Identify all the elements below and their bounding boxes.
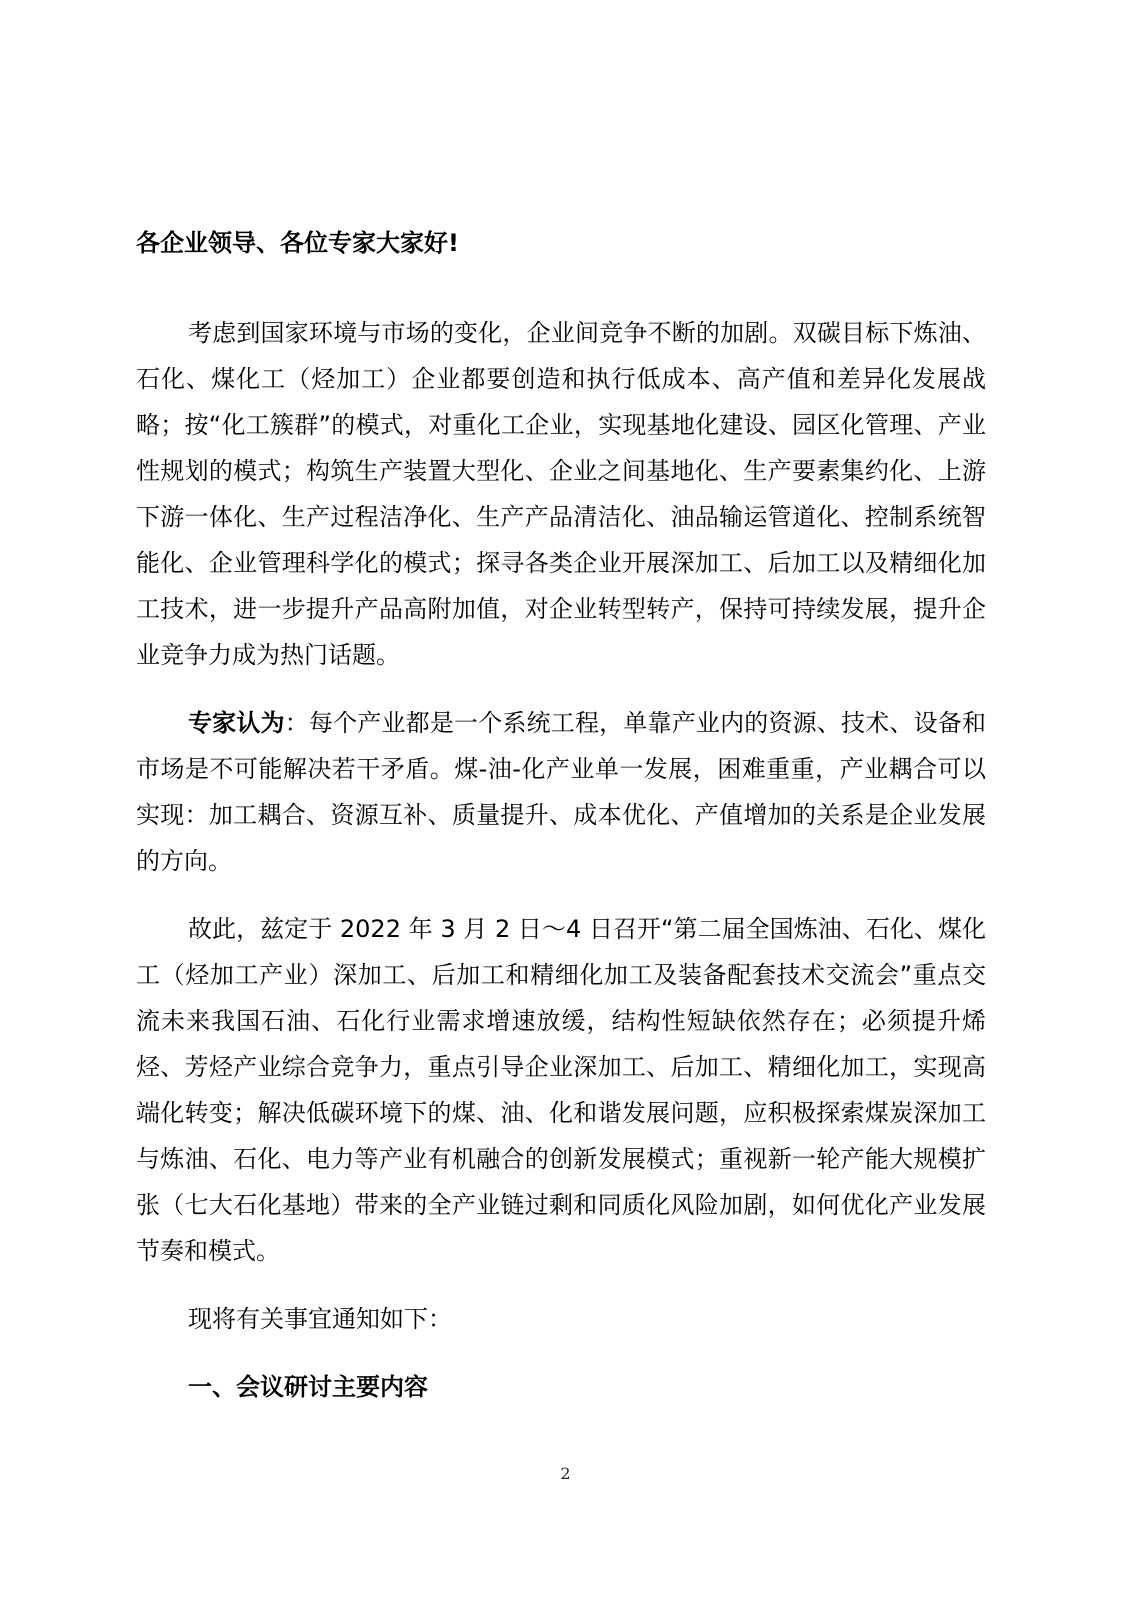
expert-opinion-body: ：每个产业都是一个系统工程，单靠产业内的资源、技术、设备和市场是不可能解决若干矛盾。煤-油-化产业单一发展，困难重重，产业耦合可以实现：加工耦合、资源互补、质量提升、成本优化、产值增加的关系是企业发展的方向。 xyxy=(136,709,986,875)
letter-body xyxy=(136,220,986,1410)
section-heading-1: 一、会议研讨主要内容 xyxy=(188,1373,428,1401)
paragraph-background: 考虑到国家环境与市场的变化，企业间竞争不断的加剧。双碳目标下炼油、石化、煤化工（烃加工）企业都要创造和执行低成本、高产值和差异化发展战略；按“化工簇群”的模式，对重化工企业，实现基地化建设、园区化管理、产业性规划的模式；构筑生产装置大型化、企业之间基地化、生产要素集约化、上游下游一体化、生产过程洁净化、生产产品清洁化、油品输运管道化、控制系统智能化、企业管理科学化的模式；探寻各类企业开展深加工、后加工以及精细化加工技术，进一步提升产品高附加值，对企业转型转产，保持可持续发展，提升企业竞争力成为热门话题。 xyxy=(136,319,986,669)
page-number: 2 xyxy=(560,1464,571,1483)
expert-opinion-lead: 专家认为 xyxy=(188,709,285,737)
paragraph-expert-opinion xyxy=(136,700,986,884)
paragraph-notice-intro: 现将有关事宜通知如下： xyxy=(188,1305,452,1333)
salutation: 各企业领导、各位专家大家好! xyxy=(136,229,459,257)
paragraph-conference-announcement: 故此，兹定于 2022 年 3 月 2 日～4 日召开“第二届全国炼油、石化、煤化工（烃加工产业）深加工、后加工和精细化加工及装备配套技术交流会”重点交流未来我国石油、石化行业需求增速放缓，结构性短缺依然存在；必须提升烯烃、芳烃产业综合竞争力，重点引导企业深加工、后加工、精细化加工，实现高端化转变；解决低碳环境下的煤、油、化和谐发展问题，应积极探索煤炭深加工与炼油、石化、电力等产业有机融合的创新发展模式；重视新一轮产能大规模扩张（七大石化基地）带来的全产业链过剩和同质化风险加剧，如何优化产业发展节奏和模式。 xyxy=(136,915,986,1265)
